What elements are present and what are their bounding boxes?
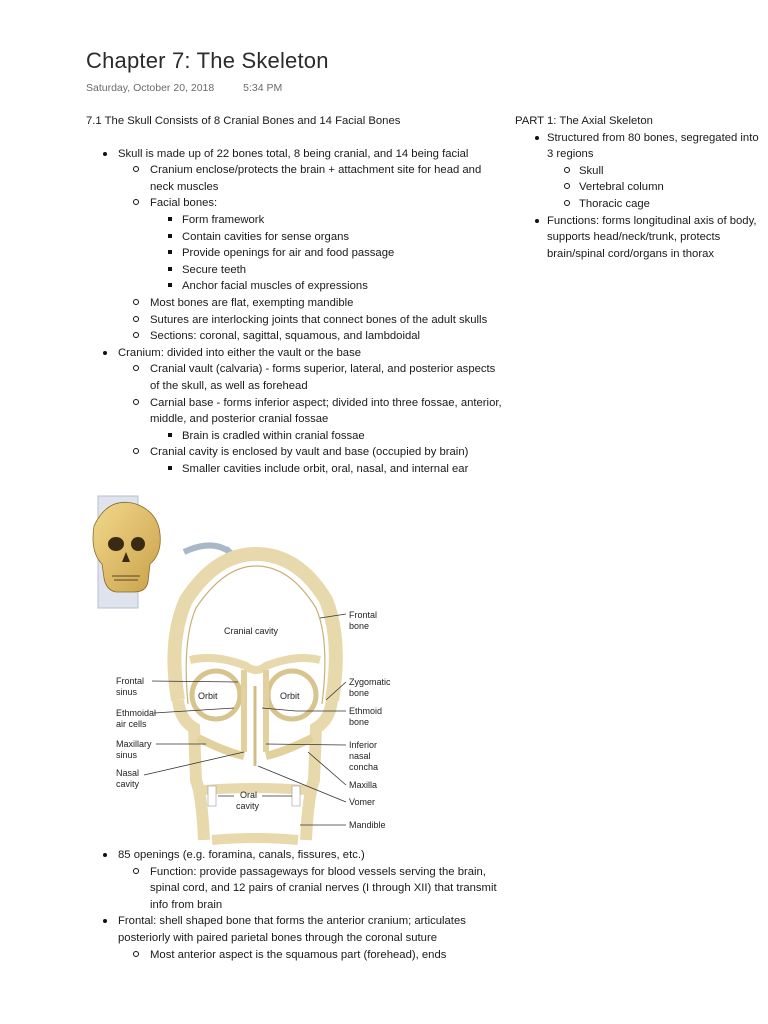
label-inferior-3: concha bbox=[349, 762, 379, 772]
label-ethmoid-2: bone bbox=[349, 717, 370, 727]
list-item bbox=[86, 195, 506, 212]
list-item-text: Brain is cradled within cranial fossae bbox=[182, 429, 365, 442]
label-maxillary-1: Maxillary bbox=[116, 739, 152, 749]
list-item bbox=[86, 295, 506, 312]
list-item bbox=[86, 444, 506, 461]
label-zygomatic-1: Zygomatic bbox=[349, 677, 391, 687]
label-mandible: Mandible bbox=[349, 820, 386, 830]
label-ethmoidal-1: Ethmoidal bbox=[116, 708, 157, 718]
bullet-icon bbox=[564, 200, 570, 206]
list-item-text: Sutures are interlocking joints that connect bones of the adult skulls bbox=[150, 313, 488, 326]
label-frontal-bone-2: bone bbox=[349, 621, 370, 631]
bullet-icon bbox=[168, 234, 172, 238]
label-nasal-1: Nasal bbox=[116, 768, 140, 778]
label-zygomatic-2: bone bbox=[349, 688, 370, 698]
label-frontal-bone-1: Frontal bbox=[349, 610, 378, 620]
list-item-text: Cranial cavity is enclosed by vault and base (occupied by brain) bbox=[150, 446, 469, 459]
list-item-text: Provide openings for air and food passage bbox=[182, 247, 395, 260]
list-item bbox=[515, 130, 760, 163]
label-orbit-right: Orbit bbox=[280, 691, 300, 701]
skull-thumbnail-image bbox=[93, 496, 160, 608]
page-title: Chapter 7: The Skeleton bbox=[86, 48, 329, 73]
skull-coronal-diagram bbox=[86, 490, 416, 850]
list-item-text: Cranial vault (calvaria) - forms superior, lateral, and posterior aspects of the skull, as well as forehead bbox=[150, 363, 496, 392]
blank-line bbox=[86, 130, 506, 146]
list-item bbox=[86, 345, 506, 362]
label-ethmoid-1: Ethmoid bbox=[349, 706, 383, 716]
bullet-icon bbox=[103, 853, 107, 857]
list-item bbox=[86, 461, 506, 478]
bullet-icon bbox=[133, 399, 139, 405]
list-item-text: Form framework bbox=[182, 213, 265, 226]
label-cranial-cavity: Cranial cavity bbox=[224, 626, 279, 636]
list-item bbox=[86, 245, 506, 262]
bullet-icon bbox=[133, 166, 139, 172]
list-item-text: Functions: forms longitudinal axis of body, supports head/neck/trunk, protects brain/spinal cord/organs in thorax bbox=[547, 214, 757, 260]
list-item-text: Most anterior aspect is the squamous part (forehead), ends bbox=[150, 948, 447, 961]
list-item bbox=[515, 163, 760, 180]
bullet-icon bbox=[103, 152, 107, 156]
bullet-icon bbox=[564, 183, 570, 189]
bullet-icon bbox=[535, 136, 539, 140]
bullet-icon bbox=[133, 868, 139, 874]
list-item bbox=[515, 179, 760, 196]
list-item-text: 85 openings (e.g. foramina, canals, fissures, etc.) bbox=[118, 849, 365, 861]
list-item-text: Thoracic cage bbox=[579, 197, 650, 210]
list-item-text: Structured from 80 bones, segregated into 3 regions bbox=[547, 131, 759, 161]
notes-left-top bbox=[86, 113, 506, 477]
list-item-text: PART 1: The Axial Skeleton bbox=[515, 115, 653, 127]
bullet-icon bbox=[133, 316, 139, 322]
page-date: Saturday, October 20, 2018 bbox=[86, 82, 215, 94]
list-item bbox=[86, 864, 506, 914]
list-item bbox=[515, 196, 760, 213]
list-item-text: Sections: coronal, sagittal, squamous, and lambdoidal bbox=[150, 330, 421, 343]
list-item-text: Vertebral column bbox=[579, 181, 664, 194]
list-item-text: Carnial base - forms inferior aspect; divided into three fossae, anterior, middle, and posterior cranial fossae bbox=[150, 396, 502, 426]
list-item-text: Frontal: shell shaped bone that forms the anterior cranium; articulates posteriorly with paired parietal bones through the coronal suture bbox=[118, 915, 466, 944]
skull-diagram-svg bbox=[86, 490, 416, 850]
label-oral-1: Oral bbox=[240, 790, 258, 800]
list-item-text: Contain cavities for sense organs bbox=[182, 230, 350, 243]
label-inferior-2: nasal bbox=[349, 751, 371, 761]
bullet-icon bbox=[168, 283, 172, 287]
arrow-icon bbox=[184, 545, 232, 554]
list-item-text: 7.1 The Skull Consists of 8 Cranial Bones and 14 Facial Bones bbox=[86, 115, 401, 127]
bullet-icon bbox=[535, 219, 539, 223]
bullet-icon bbox=[133, 199, 139, 205]
list-item bbox=[86, 312, 506, 329]
list-item bbox=[86, 262, 506, 279]
bullet-icon bbox=[168, 250, 172, 254]
notes-right bbox=[515, 113, 760, 262]
list-item bbox=[86, 212, 506, 229]
bullet-icon bbox=[103, 351, 107, 355]
list-item bbox=[86, 162, 506, 195]
list-item bbox=[86, 395, 506, 428]
label-frontal-sinus-2: sinus bbox=[116, 687, 138, 697]
list-item-text: Skull bbox=[579, 164, 604, 177]
label-orbit-left: Orbit bbox=[198, 691, 218, 701]
label-maxillary-2: sinus bbox=[116, 750, 138, 760]
bullet-icon bbox=[168, 217, 172, 221]
section-heading bbox=[515, 113, 760, 130]
bullet-icon bbox=[103, 919, 107, 923]
label-maxilla: Maxilla bbox=[349, 780, 378, 790]
bullet-icon bbox=[168, 433, 172, 437]
list-item-text: Most bones are flat, exempting mandible bbox=[150, 296, 354, 309]
list-item-text: Secure teeth bbox=[182, 263, 247, 276]
label-frontal-sinus-1: Frontal bbox=[116, 676, 145, 686]
section-heading bbox=[86, 113, 506, 130]
list-item-text: Cranium enclose/protects the brain + attachment site for head and neck muscles bbox=[150, 164, 482, 193]
label-ethmoidal-2: air cells bbox=[116, 719, 147, 729]
list-item bbox=[86, 947, 506, 964]
list-item bbox=[86, 278, 506, 295]
bullet-icon bbox=[133, 299, 139, 305]
label-inferior-1: Inferior bbox=[349, 740, 378, 750]
list-item bbox=[86, 328, 506, 345]
list-item bbox=[86, 361, 506, 394]
list-item bbox=[86, 847, 506, 864]
label-vomer: Vomer bbox=[349, 797, 376, 807]
bullet-icon bbox=[133, 951, 139, 957]
notes-left-bottom bbox=[86, 847, 506, 963]
list-item bbox=[86, 913, 506, 946]
bullet-icon bbox=[133, 365, 139, 371]
list-item-text: Anchor facial muscles of expressions bbox=[182, 280, 368, 293]
list-item bbox=[86, 229, 506, 246]
page-time: 5:34 PM bbox=[243, 82, 283, 94]
list-item-text: Facial bones: bbox=[150, 197, 218, 210]
list-item-text: Smaller cavities include orbit, oral, nasal, and internal ear bbox=[182, 462, 469, 475]
list-item bbox=[515, 213, 760, 263]
label-oral-2: cavity bbox=[236, 801, 260, 811]
bullet-icon bbox=[133, 332, 139, 338]
bullet-icon bbox=[168, 466, 172, 470]
list-item bbox=[86, 428, 506, 445]
label-nasal-2: cavity bbox=[116, 779, 140, 789]
list-item-text: Cranium: divided into either the vault or the base bbox=[118, 346, 362, 359]
list-item-text: Function: provide passageways for blood vessels serving the brain, spinal cord, and 12 pairs of cranial nerves (I through XII) that transmit info from brain bbox=[150, 865, 497, 911]
bullet-icon bbox=[564, 167, 570, 173]
bullet-icon bbox=[133, 448, 139, 454]
list-item-text: Skull is made up of 22 bones total, 8 being cranial, and 14 being facial bbox=[118, 147, 469, 160]
page-meta bbox=[86, 82, 282, 94]
list-item bbox=[86, 146, 506, 163]
bullet-icon bbox=[168, 267, 172, 271]
